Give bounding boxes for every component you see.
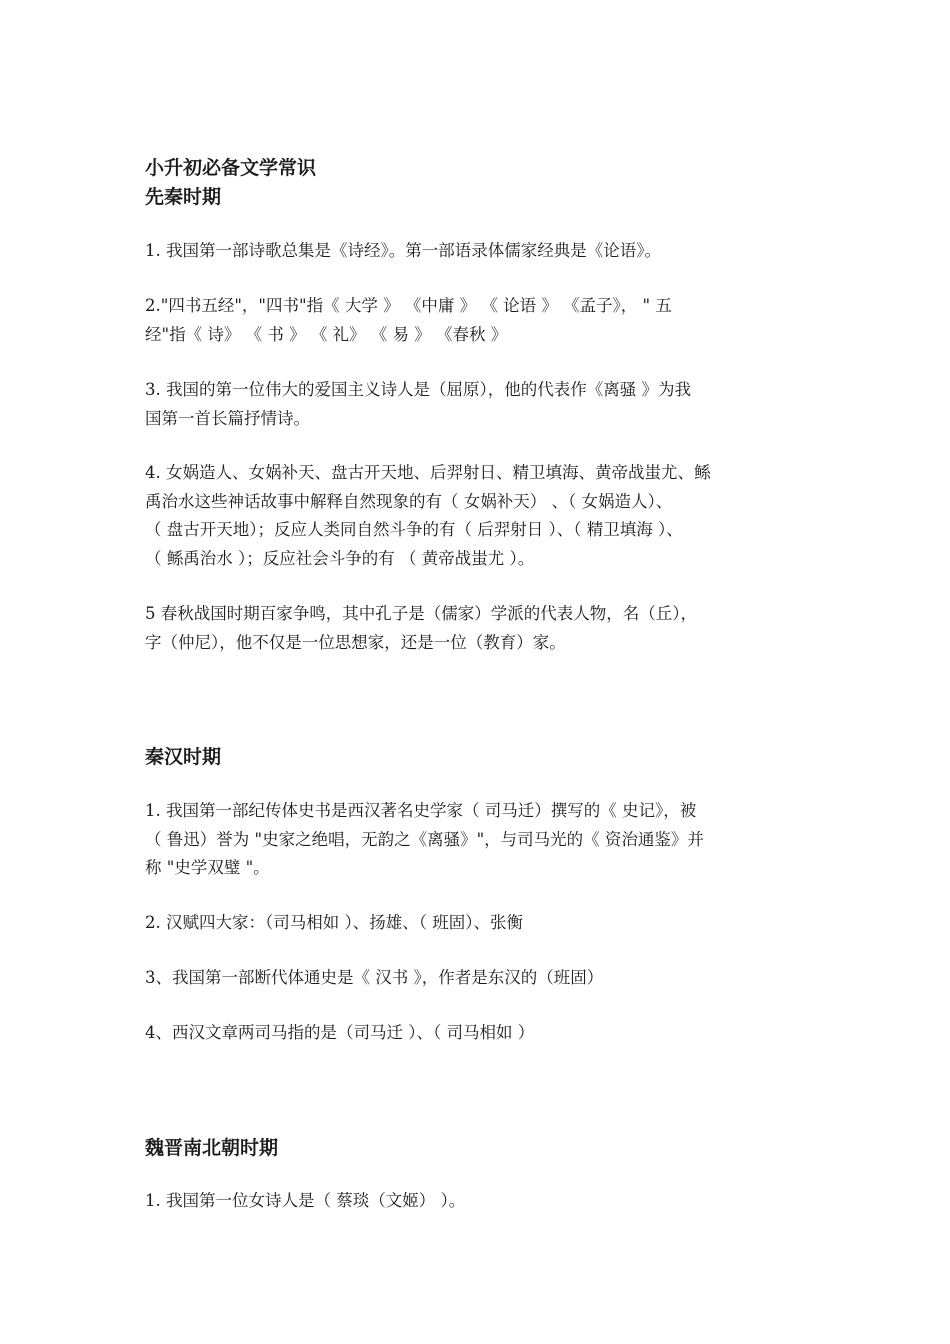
paragraph-pre-qin-1 — [145, 237, 820, 266]
paragraph-line: 4. 女娲造人、女娲补天、盘古开天地、后羿射日、精卫填海、黄帝战蚩尤、鲧 — [145, 463, 711, 482]
paragraph-line: 1. 我国第一部纪传体史书是西汉著名史学家（ 司马迁）撰写的《 史记》，被 — [145, 801, 697, 820]
paragraph-line: 4、西汉文章两司马指的是（司马迁 ）、（ 司马相如 ） — [145, 1023, 535, 1042]
paragraph-qin-han-4 — [145, 1019, 820, 1048]
paragraph-pre-qin-5 — [145, 600, 820, 657]
document-title: 小升初必备文学常识 — [145, 157, 317, 179]
paragraph-qin-han-1 — [145, 797, 820, 883]
paragraph-line: （ 鲁迅）誉为 "史家之绝唱，无韵之《离骚》"，与司马光的《 资治通鉴》并 — [145, 829, 704, 849]
paragraph-line: 禹治水这些神话故事中解释自然现象的有（ 女娲补天） 、（ 女娲造人）、 — [145, 491, 673, 511]
paragraph-line: （ 盘古开天地）；反应人类同自然斗争的有（ 后羿射日 ）、（ 精卫填海 ）、 — [145, 520, 683, 539]
paragraph-line: 3、我国第一部断代体通史是《 汉书 》，作者是东汉的（班固） — [145, 968, 604, 987]
paragraph-line: 经"指《 诗》 《 书 》 《 礼》 《 易 》 《春秋 》 — [145, 324, 508, 344]
paragraph-line: 字（仲尼），他不仅是一位思想家，还是一位（教育）家。 — [145, 632, 566, 652]
section-heading-wei-jin: 魏晋南北朝时期 — [145, 1137, 279, 1159]
section-heading-qin-han: 秦汉时期 — [145, 746, 222, 768]
paragraph-pre-qin-4 — [145, 459, 820, 573]
paragraph-line: 国第一首长篇抒情诗。 — [145, 408, 310, 428]
paragraph-line: 5 春秋战国时期百家争鸣，其中孔子是（儒家）学派的代表人物，名（丘）， — [145, 604, 697, 623]
paragraph-pre-qin-3 — [145, 376, 820, 433]
section-heading-pre-qin: 先秦时期 — [145, 186, 222, 208]
paragraph-line: 2."四书五经"，"四书"指《 大学 》 《中庸 》 《 论语 》 《孟子》， " 五 — [145, 296, 672, 315]
paragraph-qin-han-3 — [145, 964, 820, 993]
paragraph-pre-qin-2 — [145, 292, 820, 349]
paragraph-line: 1. 我国第一部诗歌总集是《诗经》。第一部语录体儒家经典是《论语》。 — [145, 241, 661, 260]
paragraph-line: 2. 汉赋四大家：（司马相如 ）、扬雄、（ 班固）、张衡 — [145, 913, 523, 932]
paragraph-line: 3. 我国的第一位伟大的爱国主义诗人是（屈原），他的代表作《离骚 》为我 — [145, 380, 691, 399]
paragraph-qin-han-2 — [145, 909, 820, 938]
paragraph-line: （ 鲧禹治水 ）；反应社会斗争的有 （ 黄帝战蚩尤 ）。 — [145, 548, 535, 568]
paragraph-line: 称 "史学双璧 "。 — [145, 858, 270, 877]
paragraph-wei-jin-1 — [145, 1187, 820, 1216]
paragraph-line: 1. 我国第一位女诗人是（ 蔡琰（文姬） ）。 — [145, 1191, 466, 1210]
